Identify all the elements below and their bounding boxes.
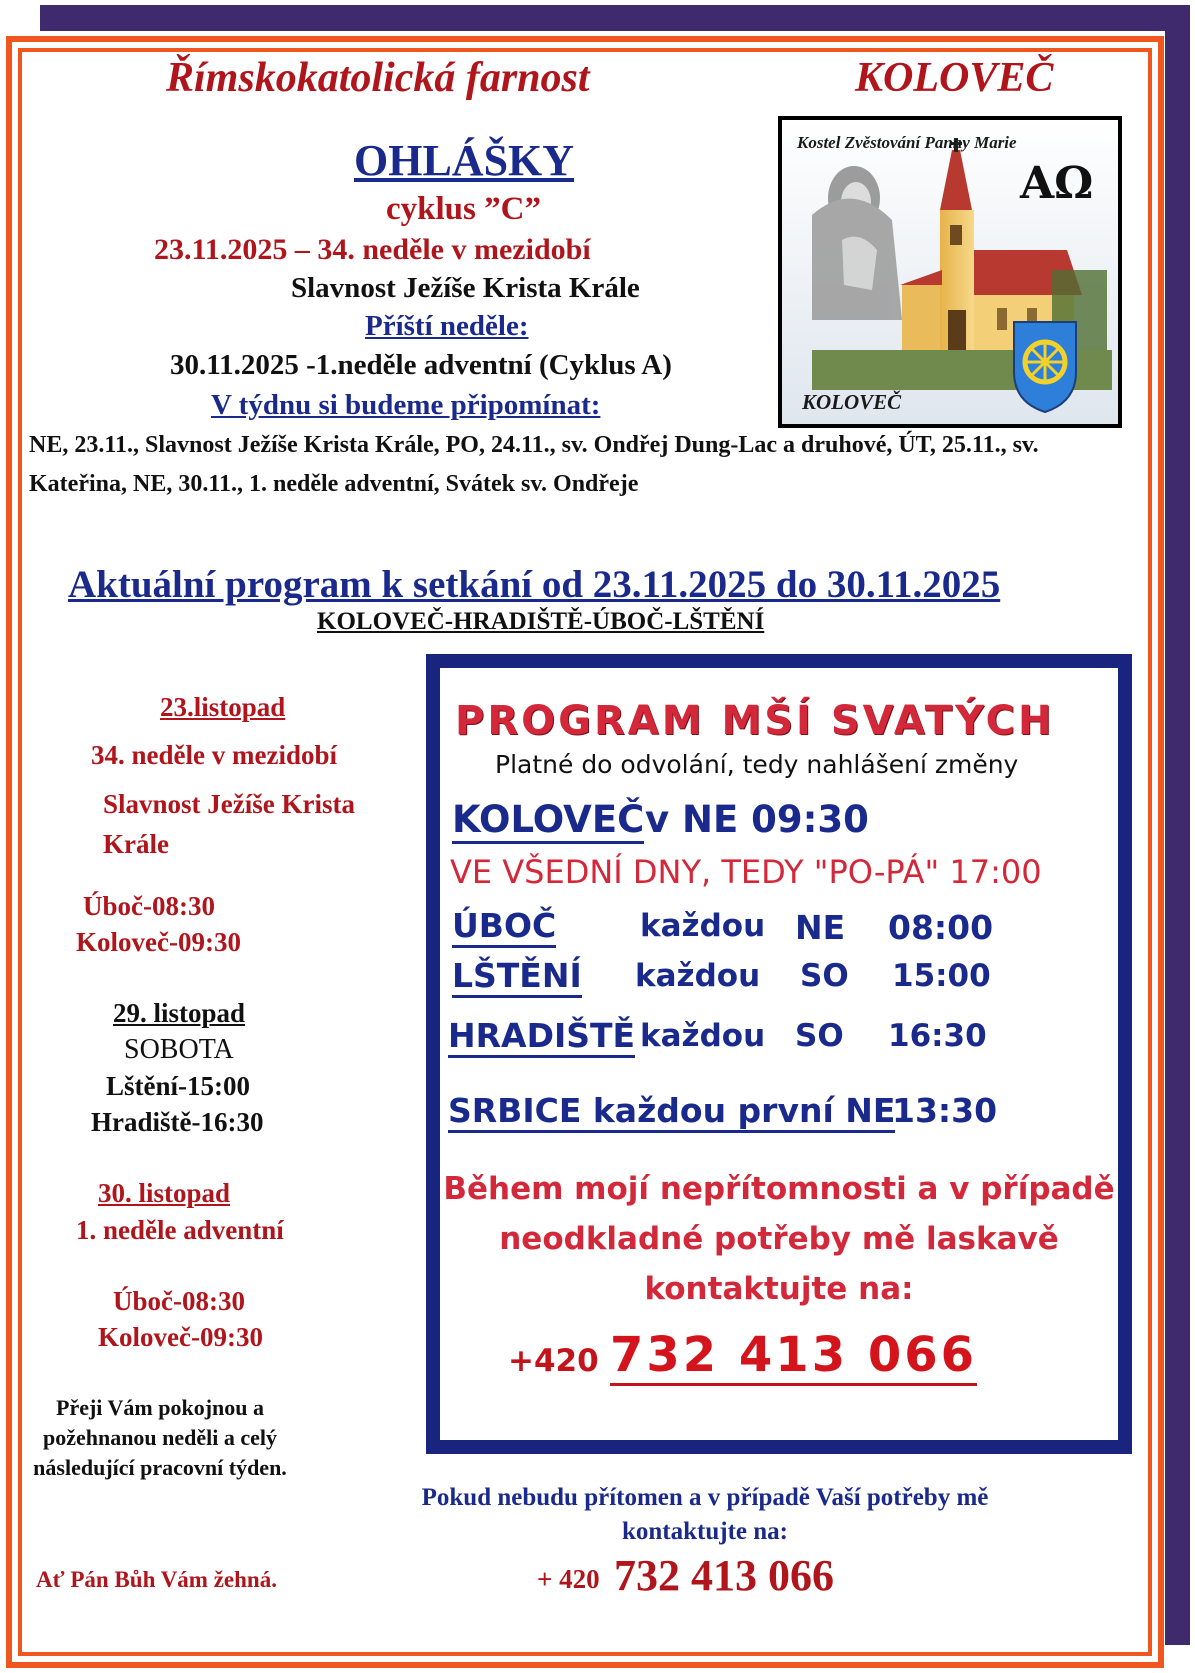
schedule-place: LŠTĚNÍ — [452, 956, 582, 998]
day2-date: 29. listopad — [113, 998, 246, 1028]
day1-date: 23.listopad — [160, 692, 286, 722]
parish-town: KOLOVEČ — [855, 55, 1054, 101]
photo-caption: Kostel Zvěstování Panny Marie — [797, 133, 1017, 152]
church-illustration — [782, 120, 1118, 424]
box-phone-prefix: +420 — [508, 1343, 599, 1379]
feast-name: Slavnost Ježíše Krista Krále — [291, 272, 640, 304]
contact-phone-prefix: + 420 — [537, 1564, 600, 1594]
week-commemorations-heading: V týdnu si budeme připomínat: — [211, 389, 601, 421]
day1-feast-line1: Slavnost Ježíše Krista — [103, 789, 355, 819]
day2-name: SOBOTA — [124, 1034, 234, 1065]
day1-mass-kolovec: Koloveč-09:30 — [76, 927, 241, 957]
church-photo — [778, 116, 1122, 428]
kolovec-sunday-time: v NE 09:30 — [645, 798, 869, 841]
coat-of-arms — [1014, 322, 1076, 412]
day2-mass-hradiste: Hradiště-16:30 — [91, 1107, 264, 1137]
contact-text: Pokud nebudu přítomen a v případě Vaší potřeby mě kontaktujte na: — [421, 1484, 989, 1545]
week-commemorations-text: NE, 23.11., Slavnost Ježíše Krista Krále, PO, 24.11., sv. Ondřej Dung-Lac a druhové, ÚT, 25.11., sv. Kateřina, NE, 30.11., 1. neděle adventní, Svátek sv. Ondřeje — [29, 432, 1039, 497]
srbice-schedule: SRBICE každou první NE — [448, 1091, 895, 1133]
mass-schedule-title: PROGRAM MŠÍ SVATÝCH — [455, 698, 1055, 744]
schedule-time: 15:00 — [892, 958, 991, 994]
mass-schedule-subtitle: Platné do odvolání, tedy nahlášení změny — [495, 750, 1019, 779]
schedule-day: SO — [800, 958, 849, 994]
photo-town-label: KOLOVEČ — [802, 390, 902, 414]
day1-feast-line2: Krále — [103, 829, 169, 859]
contact-phone-number: 732 413 066 — [614, 1551, 834, 1600]
day3-mass-kolovec: Koloveč-09:30 — [98, 1322, 263, 1352]
next-sunday-label: Příští neděle: — [365, 310, 529, 342]
schedule-day: NE — [795, 908, 846, 947]
program-heading: Aktuální program k setkání od 23.11.2025 do 30.11.2025 — [68, 563, 1001, 606]
schedule-place: ÚBOČ — [452, 906, 556, 948]
box-phone-number: 732 413 066 — [610, 1327, 977, 1386]
schedule-time: 08:00 — [888, 908, 994, 947]
page-shadow-top — [40, 5, 1190, 31]
schedule-frequency: každou — [640, 1018, 766, 1054]
kolovec-label: KOLOVEČ — [452, 798, 644, 844]
wishes-text: Přeji Vám pokojnou a požehnanou neděli a celý následující pracovní týden. — [33, 1395, 287, 1480]
absence-notice: Během mojí nepřítomnosti a v případě neodkladné potřeby mě laskavě kontaktujte na: — [443, 1171, 1115, 1307]
blessing-text: Ať Pán Bůh Vám žehná. — [36, 1567, 277, 1592]
day1-name: 34. neděle v mezidobí — [91, 740, 337, 770]
day1-mass-uboc: Úboč-08:30 — [83, 891, 215, 921]
srbice-time: 13:30 — [892, 1091, 998, 1130]
announcements-title: OHLÁŠKY — [354, 136, 575, 185]
program-locations: KOLOVEČ-HRADIŠTĚ-ÚBOČ-LŠTĚNÍ — [317, 608, 765, 635]
mass-schedule-panel — [440, 668, 1118, 1440]
liturgical-cycle: cyklus ”C” — [386, 191, 541, 227]
day2-mass-lsteni: Lštění-15:00 — [106, 1071, 250, 1101]
schedule-place: HRADIŠTĚ — [448, 1016, 635, 1058]
page-shadow-right — [1165, 5, 1190, 1645]
next-sunday-date: 30.11.2025 -1.neděle adventní (Cyklus A) — [170, 349, 672, 381]
alpha-omega-symbol — [1019, 158, 1093, 209]
schedule-frequency: každou — [635, 958, 761, 994]
weekday-masses: VE VŠEDNÍ DNY, TEDY "PO-PÁ" 17:00 — [450, 853, 1042, 891]
day3-date: 30. listopad — [98, 1178, 231, 1208]
svg-text:AΩ: AΩ — [1020, 158, 1094, 209]
schedule-time: 16:30 — [888, 1018, 987, 1054]
schedule-day: SO — [795, 1018, 844, 1054]
current-sunday: 23.11.2025 – 34. neděle v mezidobí — [154, 233, 591, 266]
day3-name: 1. neděle adventní — [76, 1215, 284, 1245]
schedule-frequency: každou — [640, 908, 766, 944]
day3-mass-uboc: Úboč-08:30 — [113, 1286, 245, 1316]
parish-title: Římskokatolická farnost — [166, 55, 590, 101]
